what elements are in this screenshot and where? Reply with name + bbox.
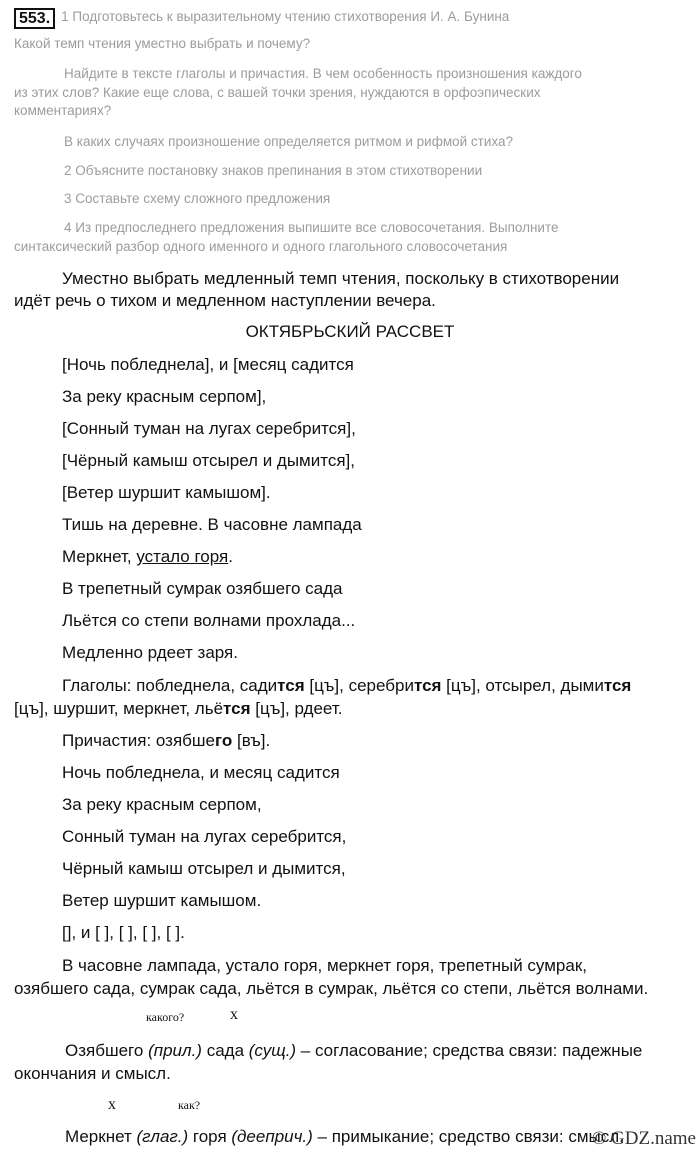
poem-plain-line: Ночь побледнела, и месяц садится bbox=[62, 763, 340, 782]
analysis-1-line-2: окончания и смысл. bbox=[14, 1064, 171, 1083]
task-number: 553. bbox=[14, 8, 55, 29]
poem-marked-line: [Ветер шуршит камышом]. bbox=[62, 483, 271, 502]
task-line-6: В каких случаях произношение определяется ритмом и рифмой стиха? bbox=[64, 134, 513, 149]
poem-line: Тишь на деревне. В часовне лампада bbox=[62, 515, 362, 534]
task-line-9: 4 Из предпоследнего предложения выпишите все словосочетания. Выполните bbox=[64, 220, 559, 235]
main-word-mark-2: x bbox=[108, 1096, 116, 1113]
poem-marked-line: [Ночь побледнела], и [месяц садится bbox=[62, 355, 354, 374]
phrases-line-1: В часовне лампада, устало горя, меркнет горя, трепетный сумрак, bbox=[62, 956, 587, 975]
poem-marked-line: [Чёрный камыш отсырел и дымится], bbox=[62, 451, 355, 470]
intro-line-1: Уместно выбрать медленный темп чтения, поскольку в стихотворении bbox=[62, 269, 620, 288]
poem-title: ОКТЯБРЬСКИЙ РАССВЕТ bbox=[245, 322, 455, 341]
poem-marked-line: За реку красным серпом], bbox=[62, 387, 267, 406]
poem-line-underlined: Меркнет, устало горя. bbox=[62, 547, 233, 566]
phrases-line-2: озябшего сада, сумрак сада, льётся в сумрак, льётся со степи, льётся волнами. bbox=[14, 979, 649, 998]
participles-line: Причастия: озябшего [въ]. bbox=[62, 731, 271, 750]
poem-line: Медленно рдеет заря. bbox=[62, 643, 238, 662]
task-line-2: Какой темп чтения уместно выбрать и почему? bbox=[14, 36, 311, 51]
question-mark-1: какого? bbox=[146, 1010, 185, 1024]
task-line-1: 553. 1 Подготовьтесь к выразительному чтению стихотворения И. А. Бунина bbox=[14, 8, 686, 29]
poem-plain-line: За реку красным серпом, bbox=[62, 795, 262, 814]
analysis-2-line-1: Меркнет (глаг.) горя (дееприч.) – примыкание; средство связи: смысл. bbox=[65, 1127, 624, 1146]
verbs-line: Глаголы: побледнела, садится [цъ], серебрится [цъ], отсырел, дымится bbox=[62, 676, 632, 695]
poem-line: Льётся со степи волнами прохлада... bbox=[62, 611, 356, 630]
poem-plain-line: Ветер шуршит камышом. bbox=[62, 891, 262, 910]
task-line-10: синтаксический разбор одного именного и одного глагольного словосочетания bbox=[14, 239, 508, 254]
task-line-7: 2 Объясните постановку знаков препинания в этом стихотворении bbox=[64, 163, 483, 178]
poem-plain-line: Сонный туман на лугах серебрится, bbox=[62, 827, 347, 846]
sentence-scheme: [], и [ ], [ ], [ ], [ ]. bbox=[62, 923, 185, 942]
question-mark-2: как? bbox=[178, 1098, 201, 1112]
main-word-mark-1: x bbox=[230, 1006, 238, 1023]
poem-plain-line: Чёрный камыш отсырел и дымится, bbox=[62, 859, 346, 878]
task-line-3: Найдите в тексте глаголы и причастия. В чем особенность произношения каждого bbox=[64, 66, 582, 81]
task-line-5: комментариях? bbox=[14, 103, 112, 118]
verbs-line-2: [цъ], шуршит, меркнет, льётся [цъ], рдеет. bbox=[14, 699, 343, 718]
watermark: © GDZ.name bbox=[591, 1128, 696, 1149]
analysis-1-line-1: Озябшего (прил.) сада (сущ.) – согласование; средства связи: падежные bbox=[65, 1041, 643, 1060]
poem-marked-line: [Сонный туман на лугах серебрится], bbox=[62, 419, 356, 438]
poem-line: В трепетный сумрак озябшего сада bbox=[62, 579, 343, 598]
task-line-4: из этих слов? Какие еще слова, с вашей точки зрения, нуждаются в орфоэпических bbox=[14, 85, 541, 100]
intro-line-2: идёт речь о тихом и медленном наступлении вечера. bbox=[14, 291, 436, 310]
task-line-8: 3 Составьте схему сложного предложения bbox=[64, 191, 331, 206]
